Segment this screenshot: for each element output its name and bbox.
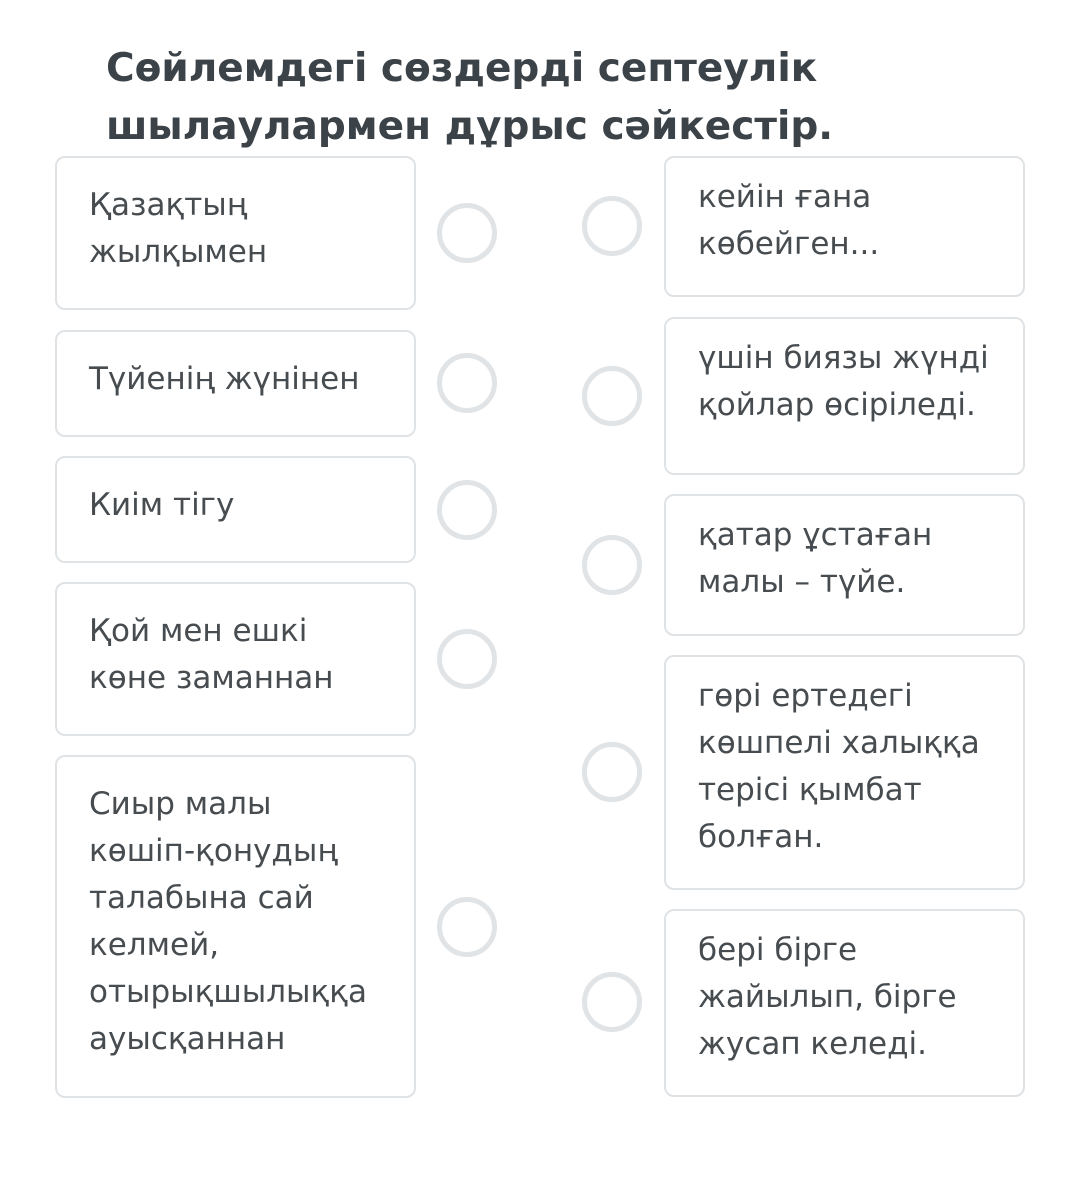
right-card-2[interactable]: үшін биязы жүнді қойлар өсіріледі.	[664, 317, 1025, 475]
left-connector-1[interactable]	[437, 203, 497, 263]
right-connector-4[interactable]	[582, 742, 642, 802]
right-connector-5[interactable]	[582, 972, 642, 1032]
left-connector-3[interactable]	[437, 480, 497, 540]
right-connector-2[interactable]	[582, 366, 642, 426]
left-connector-5[interactable]	[437, 897, 497, 957]
right-card-3[interactable]: қатар ұстаған малы – түйе.	[664, 494, 1025, 636]
left-card-4[interactable]: Қой мен ешкі көне заманнан	[55, 582, 416, 736]
right-card-4[interactable]: гөрі ертедегі көшпелі халыққа терісі қымбат болған.	[664, 655, 1025, 890]
right-connector-3[interactable]	[582, 535, 642, 595]
right-card-1[interactable]: кейін ғана көбейген...	[664, 156, 1025, 297]
left-card-5[interactable]: Сиыр малы көшіп-қонудың талабына сай келмей, отырықшылыққа ауысқаннан	[55, 755, 416, 1098]
left-card-2[interactable]: Түйенің жүнінен	[55, 330, 416, 437]
right-card-5[interactable]: бері бірге жайылып, бірге жусап келеді.	[664, 909, 1025, 1097]
left-connector-2[interactable]	[437, 353, 497, 413]
left-card-3[interactable]: Киім тігу	[55, 456, 416, 563]
left-card-1[interactable]: Қазақтың жылқымен	[55, 156, 416, 310]
page-title: Сөйлемдегі сөздерді септеулік шылаулармен дұрыс сәйкестір.	[106, 46, 834, 149]
right-connector-1[interactable]	[582, 196, 642, 256]
left-connector-4[interactable]	[437, 629, 497, 689]
